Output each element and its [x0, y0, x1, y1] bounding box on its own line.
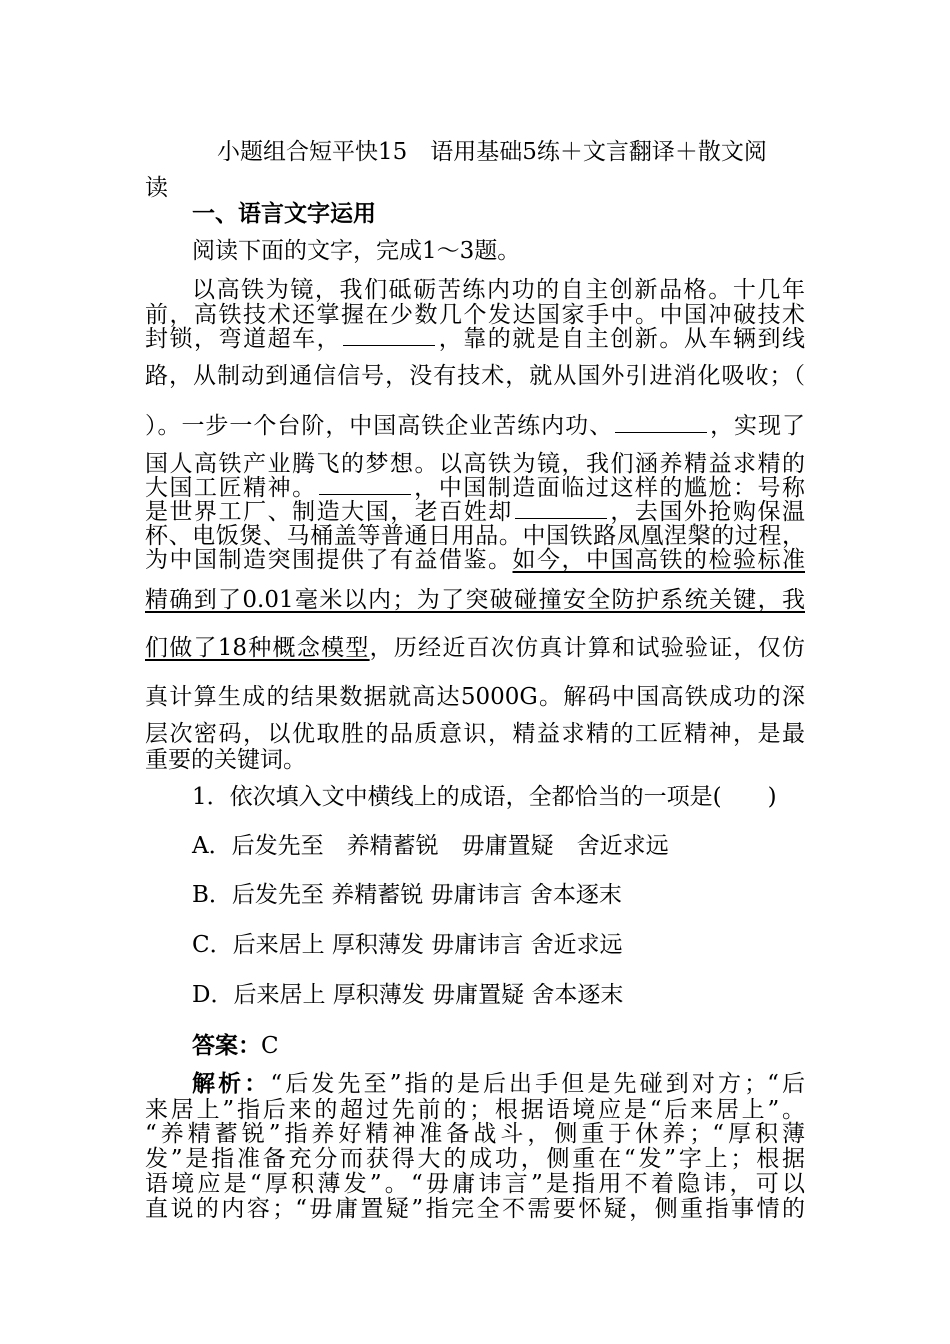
analysis-label: 解析： [192, 1071, 271, 1097]
passage-line: 真计算生成的结果数据就高达5000G。解码中国高铁成功的深 [145, 684, 805, 710]
passage-line: 重要的关键词。 [145, 747, 306, 773]
passage-line: 国人高铁产业腾飞的梦想。以高铁为镜，我们涵养精益求精的 [145, 451, 805, 477]
underlined-sentence: 们做了18种概念模型 [145, 635, 370, 661]
option-c: C．后来居上 厚积薄发 毋庸讳言 舍近求远 [192, 932, 623, 958]
passage-line: 大国工匠精神。 ，中国制造面临过这样的尴尬：号称 [145, 475, 806, 501]
option-b: B．后发先至 养精蓄锐 毋庸讳言 舍本逐末 [192, 882, 622, 908]
passage-line: 以高铁为镜，我们砥砺苦练内功的自主创新品格。十几年 [192, 277, 805, 303]
analysis-line: 发”是指准备充分而获得大的成功，侧重在“发”字上；根据 [145, 1146, 805, 1172]
passage-line: 前，高铁技术还掌握在少数几个发达国家手中。中国冲破技术 [145, 302, 805, 328]
underlined-sentence: 如今，中国高铁的检验标准 [512, 547, 805, 573]
option-d: D．后来居上 厚积薄发 毋庸置疑 舍本逐末 [192, 982, 624, 1008]
analysis-line: “养精蓄锐”指养好精神准备战斗，侧重于休养；“厚积薄 [145, 1121, 805, 1147]
passage-line: 为中国制造突围提供了有益借鉴。如今，中国高铁的检验标准 [145, 547, 805, 573]
analysis-line: 解析：“后发先至”指的是后出手但是先碰到对方；“后 [192, 1071, 805, 1097]
fill-blank [615, 414, 707, 433]
fill-blank [515, 500, 607, 519]
fill-blank [343, 327, 435, 346]
passage-line: 层次密码，以优取胜的品质意识，精益求精的工匠精神，是最 [145, 721, 805, 747]
option-a: A．后发先至 养精蓄锐 毋庸置疑 舍近求远 [192, 833, 669, 859]
analysis-line: 来居上”指后来的超过先前的；根据语境应是“后来居上”。 [145, 1097, 805, 1123]
section-heading: 一、语言文字运用 [192, 201, 376, 227]
passage-line: 路，从制动到通信信号，没有技术，就从国外引进消化吸收；（ [145, 363, 805, 389]
doc-title-line1: 小题组合短平快15 语用基础5练＋文言翻译＋散文阅 [217, 139, 767, 165]
fill-blank [319, 476, 411, 495]
passage-line: 杯、电饭煲、马桶盖等普通日用品。中国铁路凤凰涅槃的过程， [145, 523, 805, 549]
answer [192, 1032, 805, 1060]
passage-line: 是世界工厂、制造大国，老百姓却 ，去国外抢购保温 [145, 499, 806, 525]
passage-line: 们做了18种概念模型，历经近百次仿真计算和试验验证，仅仿 [145, 635, 805, 661]
doc-title-line2: 读 [145, 175, 168, 201]
analysis-line: 直说的内容；“毋庸置疑”指完全不需要怀疑，侧重指事情的 [145, 1196, 805, 1222]
instruction: 阅读下面的文字，完成1～3题。 [192, 238, 521, 264]
passage-line: 封锁，弯道超车， ，靠的就是自主创新。从车辆到线 [145, 326, 806, 352]
answer-value: C [261, 1033, 279, 1059]
question-stem: 1．依次填入文中横线上的成语，全都恰当的一项是( ) [192, 784, 777, 810]
passage-line: ）。一步一个台阶，中国高铁企业苦练内功、 ，实现了 [145, 413, 806, 439]
answer-label: 答案： [192, 1033, 261, 1059]
analysis-line: 语境应是“厚积薄发”。“毋庸讳言”是指用不着隐讳，可以 [145, 1171, 805, 1197]
underlined-sentence: 精确到了0.01毫米以内；为了突破碰撞安全防护系统关键，我 [145, 587, 805, 613]
